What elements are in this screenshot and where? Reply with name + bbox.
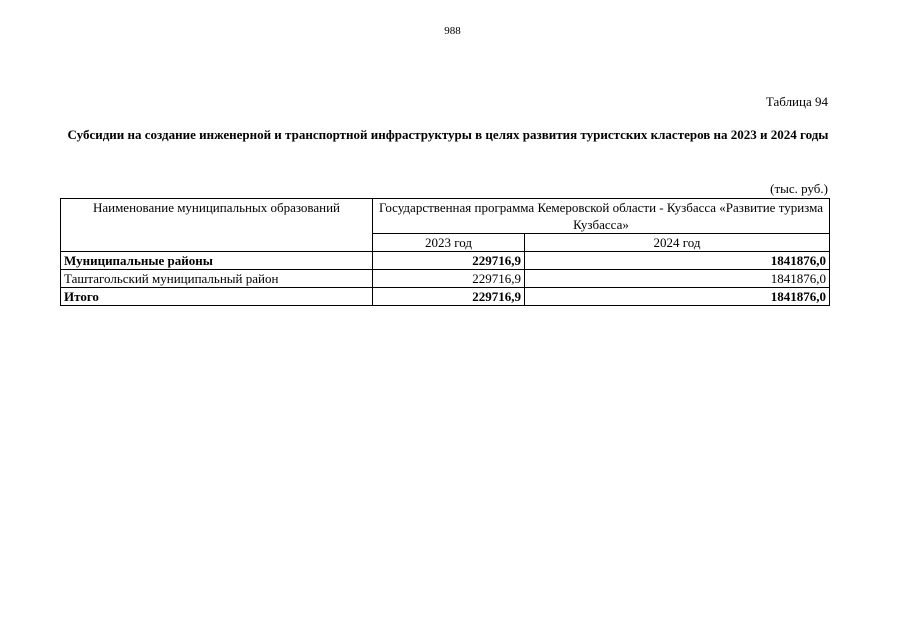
subsidies-table [60, 198, 830, 306]
row-value-2024: 1841876,0 [525, 288, 830, 306]
table-row [61, 270, 830, 288]
header-row [61, 199, 830, 234]
page-number: 988 [444, 25, 461, 37]
units-label: (тыс. руб.) [770, 181, 828, 196]
table-reference: Таблица 94 [765, 94, 828, 109]
table-row [61, 252, 830, 270]
row-value-2024: 1841876,0 [525, 270, 830, 288]
row-name: Таштагольский муниципальный район [61, 270, 373, 288]
row-value-2024: 1841876,0 [525, 252, 830, 270]
header-year-2023: 2023 год [373, 234, 525, 252]
row-name: Муниципальные районы [61, 252, 373, 270]
row-value-2023: 229716,9 [373, 288, 525, 306]
row-value-2023: 229716,9 [373, 270, 525, 288]
row-name: Итого [61, 288, 373, 306]
header-year-2024: 2024 год [525, 234, 830, 252]
header-municipality: Наименование муниципальных образований [61, 199, 373, 252]
row-value-2023: 229716,9 [373, 252, 525, 270]
document-title: Субсидии на создание инженерной и транспортной инфраструктуры в целях развития туристских кластеров на 2023 и 2024 годы [67, 127, 829, 142]
table-row-total [61, 288, 830, 306]
header-program: Государственная программа Кемеровской области - Кузбасса «Развитие туризма Кузбасса» [373, 199, 830, 234]
